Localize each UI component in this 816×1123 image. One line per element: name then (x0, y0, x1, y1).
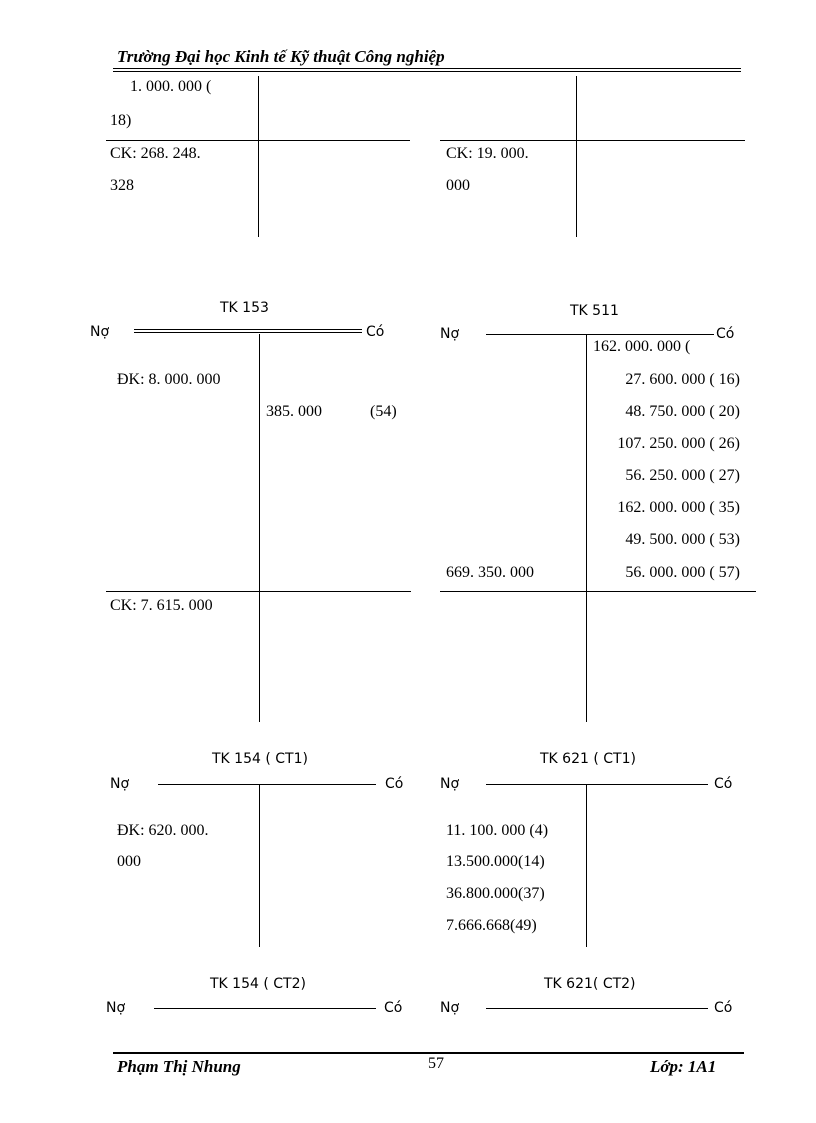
tk621-ct1-debit-entry: 7.666.668(49) (446, 917, 537, 934)
top-right-closing-balance: CK: 19. 000. (446, 145, 529, 162)
footer-rule (113, 1052, 744, 1054)
tk621-ct1-header-rule (486, 784, 708, 785)
top-left-debit-entry: 1. 000. 000 ( (130, 78, 212, 95)
tk154-ct1-opening-balance: ĐK: 620. 000. (117, 822, 209, 839)
tk153-credit-entry-ref: (54) (370, 403, 397, 420)
tk621-ct1-debit-entry: 36.800.000(37) (446, 885, 545, 902)
tk153-debit-label: Nợ (90, 324, 110, 340)
tk621-ct1-divider (586, 784, 587, 947)
tk153-credit-label: Có (366, 324, 385, 340)
tk621-ct2-credit-label: Có (714, 1000, 733, 1016)
tk153-header-rule-1 (134, 329, 362, 330)
tk511-credit-entry: 27. 600. 000 ( 16) (625, 371, 740, 388)
top-right-closing-balance-cont: 000 (446, 177, 470, 194)
tk154-ct1-title: TK 154 ( CT1) (212, 751, 308, 767)
tk511-title: TK 511 (570, 303, 619, 319)
t-account-top-left-total-rule (106, 140, 410, 141)
tk154-ct1-debit-label: Nợ (110, 776, 130, 792)
tk511-credit-label: Có (716, 326, 735, 342)
tk154-ct1-opening-balance-cont: 000 (117, 853, 141, 870)
t-account-top-right-total-rule (440, 140, 745, 141)
tk154-ct2-debit-label: Nợ (106, 1000, 126, 1016)
tk153-header-rule-2 (134, 332, 362, 333)
t-account-top-left-divider (258, 76, 259, 237)
header-rule-top (113, 68, 741, 69)
tk153-opening-balance: ĐK: 8. 000. 000 (117, 371, 221, 388)
top-left-closing-balance-cont: 328 (110, 177, 134, 194)
page-header-title: Trường Đại học Kinh tế Kỹ thuật Công nghiệp (117, 47, 445, 66)
tk511-debit-label: Nợ (440, 326, 460, 342)
page-number: 57 (428, 1055, 444, 1072)
tk621-ct1-debit-label: Nợ (440, 776, 460, 792)
footer-author: Phạm Thị Nhung (117, 1057, 241, 1076)
tk154-ct1-credit-label: Có (385, 776, 404, 792)
tk621-ct2-title: TK 621( CT2) (544, 976, 636, 992)
tk153-credit-entry-amount: 385. 000 (266, 403, 322, 420)
tk511-header-rule (486, 334, 714, 335)
tk621-ct2-debit-label: Nợ (440, 1000, 460, 1016)
header-rule-bottom (113, 71, 741, 72)
tk153-divider (259, 334, 260, 722)
tk511-credit-entry: 107. 250. 000 ( 26) (617, 435, 740, 452)
tk154-ct1-divider (259, 784, 260, 947)
top-left-debit-entry-ref: 18) (110, 112, 132, 129)
tk511-credit-entry: 48. 750. 000 ( 20) (625, 403, 740, 420)
tk511-divider (586, 334, 587, 722)
t-account-top-right-divider (576, 76, 577, 237)
tk511-credit-entry: 56. 250. 000 ( 27) (625, 467, 740, 484)
tk621-ct1-debit-entry: 13.500.000(14) (446, 853, 545, 870)
tk154-ct2-title: TK 154 ( CT2) (210, 976, 306, 992)
tk154-ct2-header-rule (154, 1008, 376, 1009)
tk154-ct2-credit-label: Có (384, 1000, 403, 1016)
tk511-credit-entry: 49. 500. 000 ( 53) (625, 531, 740, 548)
top-left-closing-balance: CK: 268. 248. (110, 145, 201, 162)
tk511-credit-entry: 56. 000. 000 ( 57) (625, 564, 740, 581)
tk621-ct1-debit-entry: 11. 100. 000 (4) (446, 822, 549, 839)
tk511-credit-entry: 162. 000. 000 ( 35) (617, 499, 740, 516)
tk153-title: TK 153 (220, 300, 269, 316)
tk153-closing-balance: CK: 7. 615. 000 (110, 597, 213, 614)
tk511-total-rule (440, 591, 756, 592)
footer-class: Lớp: 1A1 (650, 1057, 717, 1076)
tk511-credit-entry: 162. 000. 000 ( (593, 338, 691, 355)
tk154-ct1-header-rule (158, 784, 376, 785)
tk511-debit-total: 669. 350. 000 (446, 564, 534, 581)
tk621-ct2-header-rule (486, 1008, 708, 1009)
tk621-ct1-title: TK 621 ( CT1) (540, 751, 636, 767)
tk621-ct1-credit-label: Có (714, 776, 733, 792)
tk153-total-rule (106, 591, 411, 592)
